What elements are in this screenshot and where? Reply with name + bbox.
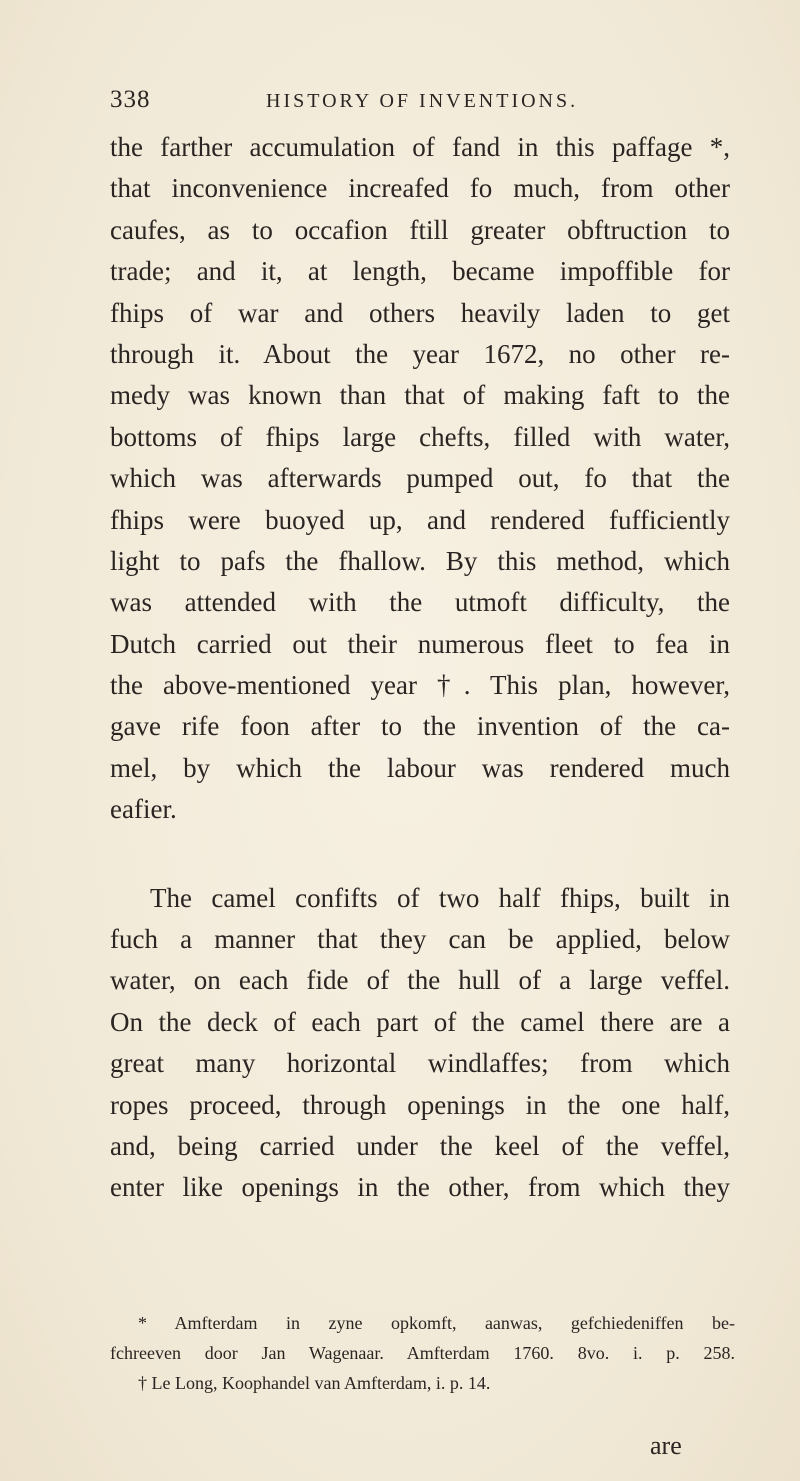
text-line: trade; and it, at length, became impoffible for [110,256,730,287]
text-line: the above-mentioned year †. This plan, however, [110,670,730,701]
text-line: medy was known than that of making faft to the [110,380,730,411]
text-line: the farther accumulation of fand in this paffage *, [110,132,730,162]
text-line: Dutch carried out their numerous fleet to fea in [110,628,730,659]
paragraph-2 [110,878,730,1209]
paragraph-1 [110,127,730,831]
catchword: are [650,1431,682,1460]
text-line: was attended with the utmoft difficulty, the [110,587,730,618]
text-line: through it. About the year 1672, no other re- [110,338,730,369]
text-line: and, being carried under the keel of the veffel, [110,1130,730,1161]
text-line: eafier. [110,794,177,825]
paragraph-gap [110,831,730,878]
text-line: great many horizontal windlaffes; from which [110,1048,730,1079]
text-line: gave rife foon after to the invention of the ca- [110,711,730,742]
text-line: fuch a manner that they can be applied, below [110,924,730,955]
text-line: The camel confifts of two half fhips, built in [150,882,730,913]
text-line: bottoms of fhips large chefts, filled with water, [110,421,730,452]
footnotes [110,1308,735,1398]
text-line: ropes proceed, through openings in the one half, [110,1089,730,1120]
text-line: On the deck of each part of the camel there are a [110,1006,730,1037]
text-line: fhips were buoyed up, and rendered fufficiently [110,504,730,535]
text-line: fhips of war and others heavily laden to get [110,297,730,328]
footnote-line: † Le Long, Koophandel van Amfterdam, i. p. 14. [138,1373,491,1393]
text-line: mel, by which the labour was rendered much [110,752,730,783]
text-line: enter like openings in the other, from which they [110,1172,730,1203]
footnote-line: * Amfterdam in zyne opkomft, aanwas, gefchiedeniffen be- [138,1313,735,1333]
text-line: caufes, as to occafion ftill greater obftruction to [110,214,730,245]
body-text [110,127,730,1209]
text-line: that inconvenience increafed fo much, from other [110,173,730,204]
text-line: which was afterwards pumped out, fo that the [110,463,730,494]
running-head: HISTORY OF INVENTIONS. [266,90,579,112]
footnote-line: fchreeven door Jan Wagenaar. Amfterdam 1760. 8vo. i. p. 258. [110,1343,735,1363]
text-line: water, on each fide of the hull of a large veffel. [110,965,730,996]
page-number: 338 [110,86,151,113]
page-header [110,86,730,120]
text-line: light to pafs the fhallow. By this method, which [110,545,730,576]
